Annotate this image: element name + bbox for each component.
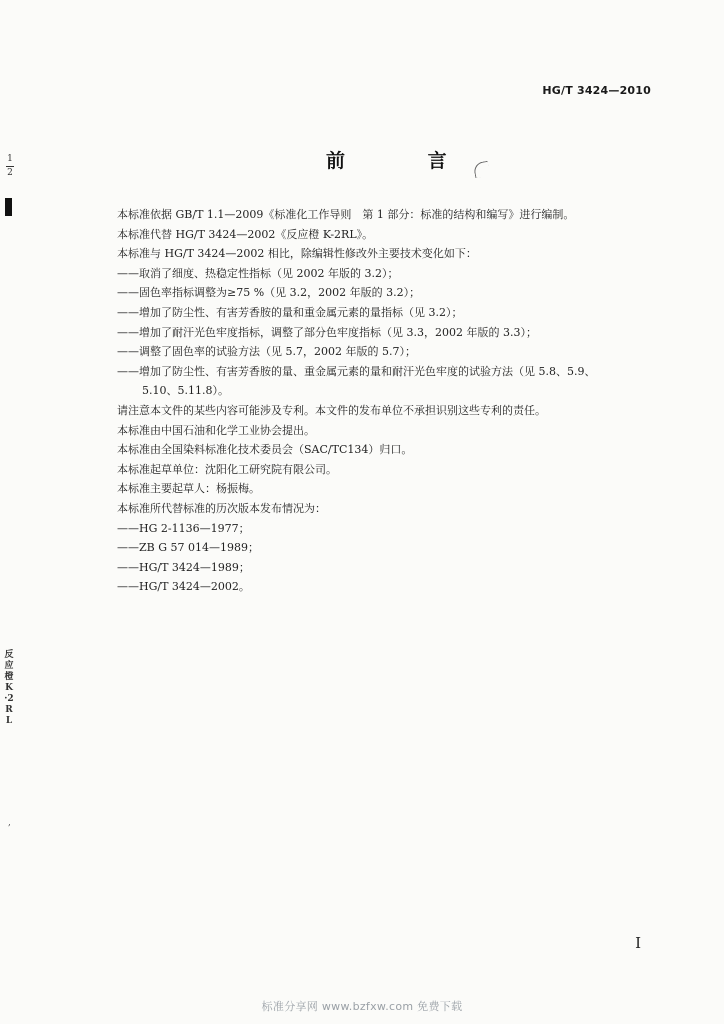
page-number: I: [635, 934, 641, 952]
list-item: ——HG/T 3424—1989；: [117, 560, 250, 574]
list-item: ——调整了固色率的试验方法（见 5.7，2002 年版的 5.7）；: [117, 345, 416, 359]
text-line: 本标准主要起草人：杨振梅。: [117, 482, 260, 496]
spine-dot: ,: [8, 818, 11, 828]
list-item: ——HG 2-1136—1977；: [117, 521, 250, 535]
text-line: 本标准起草单位：沈阳化工研究院有限公司。: [117, 462, 337, 476]
spine-label: 反应橙K·2RL: [4, 650, 14, 726]
binding-fraction: [6, 154, 14, 179]
list-item: ——增加了防尘性、有害芳香胺的量、重金属元素的量和耐汗光色牢度的试验方法（见 5.8、5.9、: [117, 364, 596, 378]
fraction-bar: [6, 166, 14, 167]
text-line: 本标准所代替标准的历次版本发布情况为：: [117, 501, 326, 515]
watermark: 标准分享网 www.bzfxw.com 免费下载: [261, 1000, 463, 1013]
list-item: ——HG/T 3424—2002。: [117, 580, 250, 594]
text-line: 本标准由全国染料标准化技术委员会（SAC/TC134）归口。: [117, 443, 413, 457]
list-item: ——增加了耐汗光色牢度指标，调整了部分色牢度指标（见 3.3，2002 年版的 3.3）；: [117, 325, 537, 339]
foreword-body: [117, 205, 662, 597]
list-item-continuation: 5.10、5.11.8）。: [142, 384, 229, 398]
text-line: 本标准与 HG/T 3424—2002 相比，除编辑性修改外主要技术变化如下：: [117, 247, 477, 261]
list-item: ——增加了防尘性、有害芳香胺的量和重金属元素的量指标（见 3.2）；: [117, 305, 463, 319]
text-line: 请注意本文件的某些内容可能涉及专利。本文件的发布单位不承担识别这些专利的责任。: [117, 403, 546, 417]
standard-code: HG/T 3424—2010: [542, 84, 651, 97]
fraction-bottom: 2: [7, 168, 13, 178]
list-item: ——固色率指标调整为≥75 %（见 3.2，2002 年版的 3.2）；: [117, 286, 421, 300]
fraction-top: 1: [7, 154, 13, 164]
text-line: 本标准依据 GB/T 1.1—2009《标准化工作导则 第 1 部分：标准的结构和编写》进行编制。: [117, 208, 575, 221]
list-item: ——取消了细度、热稳定性指标（见 2002 年版的 3.2）；: [117, 266, 399, 280]
page-title: 前 言: [326, 150, 485, 172]
text-line: 本标准由中国石油和化学工业协会提出。: [117, 423, 315, 437]
text-line: 本标准代替 HG/T 3424—2002《反应橙 K-2RL》。: [117, 227, 374, 241]
binding-marker: [5, 198, 12, 216]
list-item: ——ZB G 57 014—1989；: [117, 541, 259, 555]
